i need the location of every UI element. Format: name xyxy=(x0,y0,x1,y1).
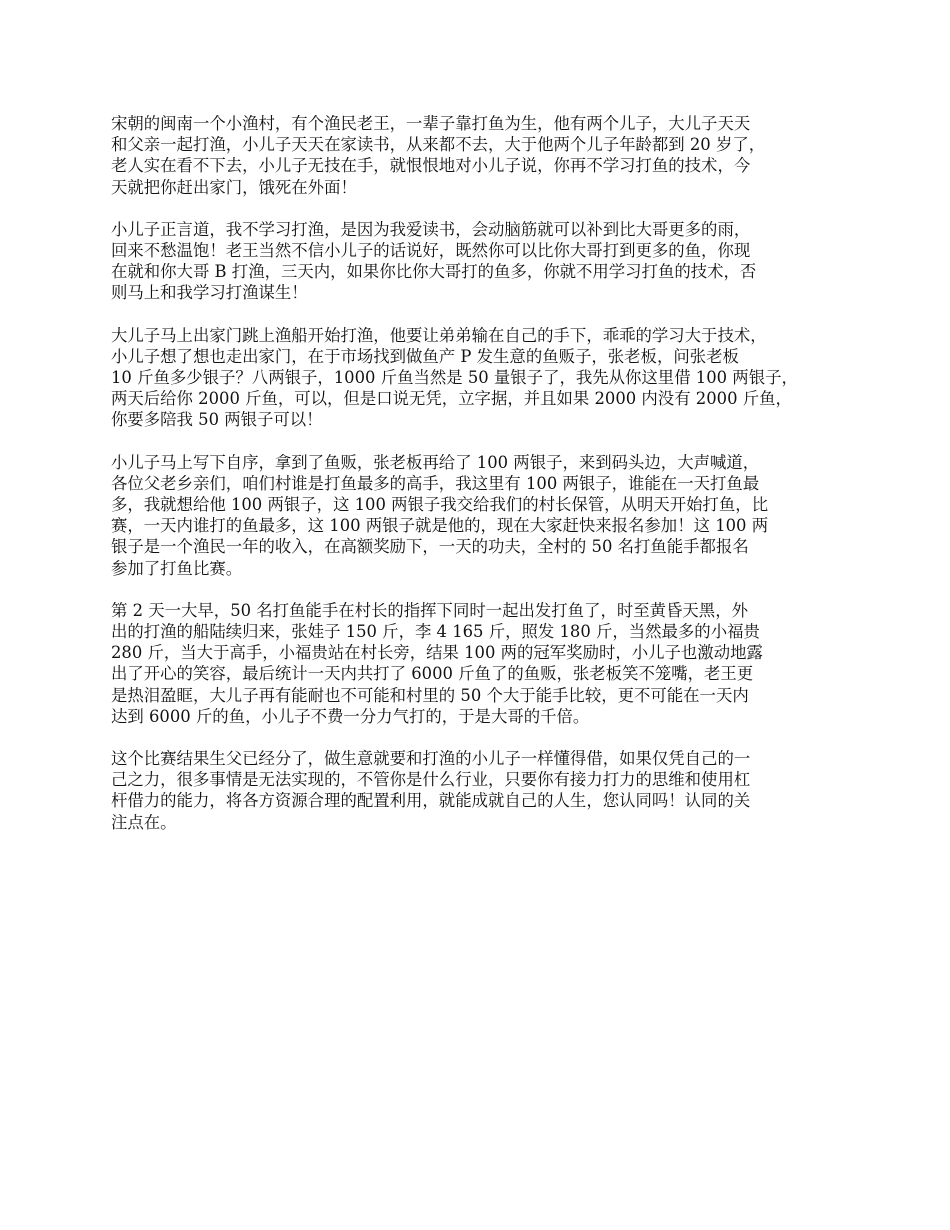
text-line: 参加了打鱼比赛。 xyxy=(111,558,243,578)
text-line: 这个比赛结果生父已经分了，做生意就要和打渔的小儿子一样懂得借，如果仅凭自己的一 xyxy=(111,749,751,769)
text-line: 达到 6000 斤的鱼，小儿子不费一分力气打的，于是大哥的千倍。 xyxy=(111,706,590,726)
text-line: 各位父老乡亲们，咱们村谁是打鱼最多的高手，我这里有 100 两银子，谁能在一天打鱼最 xyxy=(111,473,760,493)
paragraph-5 xyxy=(111,600,846,727)
text-line: 杆借力的能力，将各方资源合理的配置利用，就能成就自己的人生，您认同吗！认同的关 xyxy=(111,791,751,811)
text-line: 小儿子想了想也走出家门，在于市场找到做鱼产 P 发生意的鱼贩子，张老板，问张老板 xyxy=(111,346,739,366)
text-line: 在就和你大哥 B 打渔，三天内，如果你比你大哥打的鱼多，你就不用学习打鱼的技术，否 xyxy=(111,262,757,282)
text-line: 和父亲一起打渔，小儿子天天在家读书，从来都不去，大于他两个儿子年龄都到 20 岁了， xyxy=(111,135,766,155)
text-line: 小儿子正言道，我不学习打渔，是因为我爱读书，会动脑筋就可以补到比大哥更多的雨， xyxy=(111,219,751,239)
paragraph-6 xyxy=(111,748,846,833)
paragraph-4 xyxy=(111,452,846,579)
text-line: 则马上和我学习打渔谋生！ xyxy=(111,283,308,303)
text-line: 赛，一天内谁打的鱼最多，这 100 两银子就是他的，现在大家赶快来报名参加！这 100 两 xyxy=(111,516,769,536)
document-body xyxy=(111,113,846,854)
text-line: 天就把你赶出家门，饿死在外面！ xyxy=(111,177,357,197)
text-line: 你要多陪我 50 两银子可以！ xyxy=(111,410,323,430)
text-line: 老人实在看不下去，小儿子无技在手，就恨恨地对小儿子说，你再不学习打鱼的技术，今 xyxy=(111,156,751,176)
text-line: 出的打渔的船陆续归来，张娃子 150 斤，李 4 165 斤，照发 180 斤，当然最多的小福贵 xyxy=(111,622,760,642)
text-line: 280 斤，当大于高手，小福贵站在村长旁，结果 100 两的冠军奖励时，小儿子也激动地露 xyxy=(111,643,763,663)
text-line: 宋朝的闽南一个小渔村，有个渔民老王，一辈子靠打鱼为生，他有两个儿子，大儿子天天 xyxy=(111,114,751,133)
text-line: 是热泪盈眶，大儿子再有能耐也不可能和村里的 50 个大于能手比较，更不可能在一天内 xyxy=(111,685,749,705)
paragraph-1 xyxy=(111,113,846,198)
text-line: 注点在。 xyxy=(111,812,177,832)
text-line: 出了开心的笑容，最后统计一天内共打了 6000 斤鱼了的鱼贩，张老板笑不笼嘴，老王更 xyxy=(111,664,754,684)
paragraph-2 xyxy=(111,219,846,304)
paragraph-3 xyxy=(111,325,846,431)
text-line: 银子是一个渔民一年的收入，在高额奖励下，一天的功夫，全村的 50 名打鱼能手都报名 xyxy=(111,537,749,557)
text-line: 多，我就想给他 100 两银子，这 100 两银子我交给我们的村长保管，从明天开始打鱼，比 xyxy=(111,495,769,515)
text-line: 己之力，很多事情是无法实现的，不管你是什么行业，只要你有接力打力的思维和使用杠 xyxy=(111,770,751,790)
text-line: 第 2 天一大早，50 名打鱼能手在村长的指挥下同时一起出发打鱼了，时至黄昏天黑，外 xyxy=(111,600,748,620)
text-line: 两天后给你 2000 斤鱼，可以，但是口说无凭，立字据，并且如果 2000 内没有 2000 斤鱼， xyxy=(111,389,792,409)
text-line: 回来不愁温饱！老王当然不信小儿子的话说好，既然你可以比你大哥打到更多的鱼，你现 xyxy=(111,241,751,261)
text-line: 大儿子马上出家门跳上渔船开始打渔，他要让弟弟输在自己的手下，乖乖的学习大于技术， xyxy=(111,325,767,345)
text-line: 小儿子马上写下自序，拿到了鱼贩，张老板再给了 100 两银子，来到码头边，大声喊道， xyxy=(111,452,760,472)
text-line: 10 斤鱼多少银子？八两银子，1000 斤鱼当然是 50 量银子了，我先从你这里借 100 两银子， xyxy=(111,368,798,388)
